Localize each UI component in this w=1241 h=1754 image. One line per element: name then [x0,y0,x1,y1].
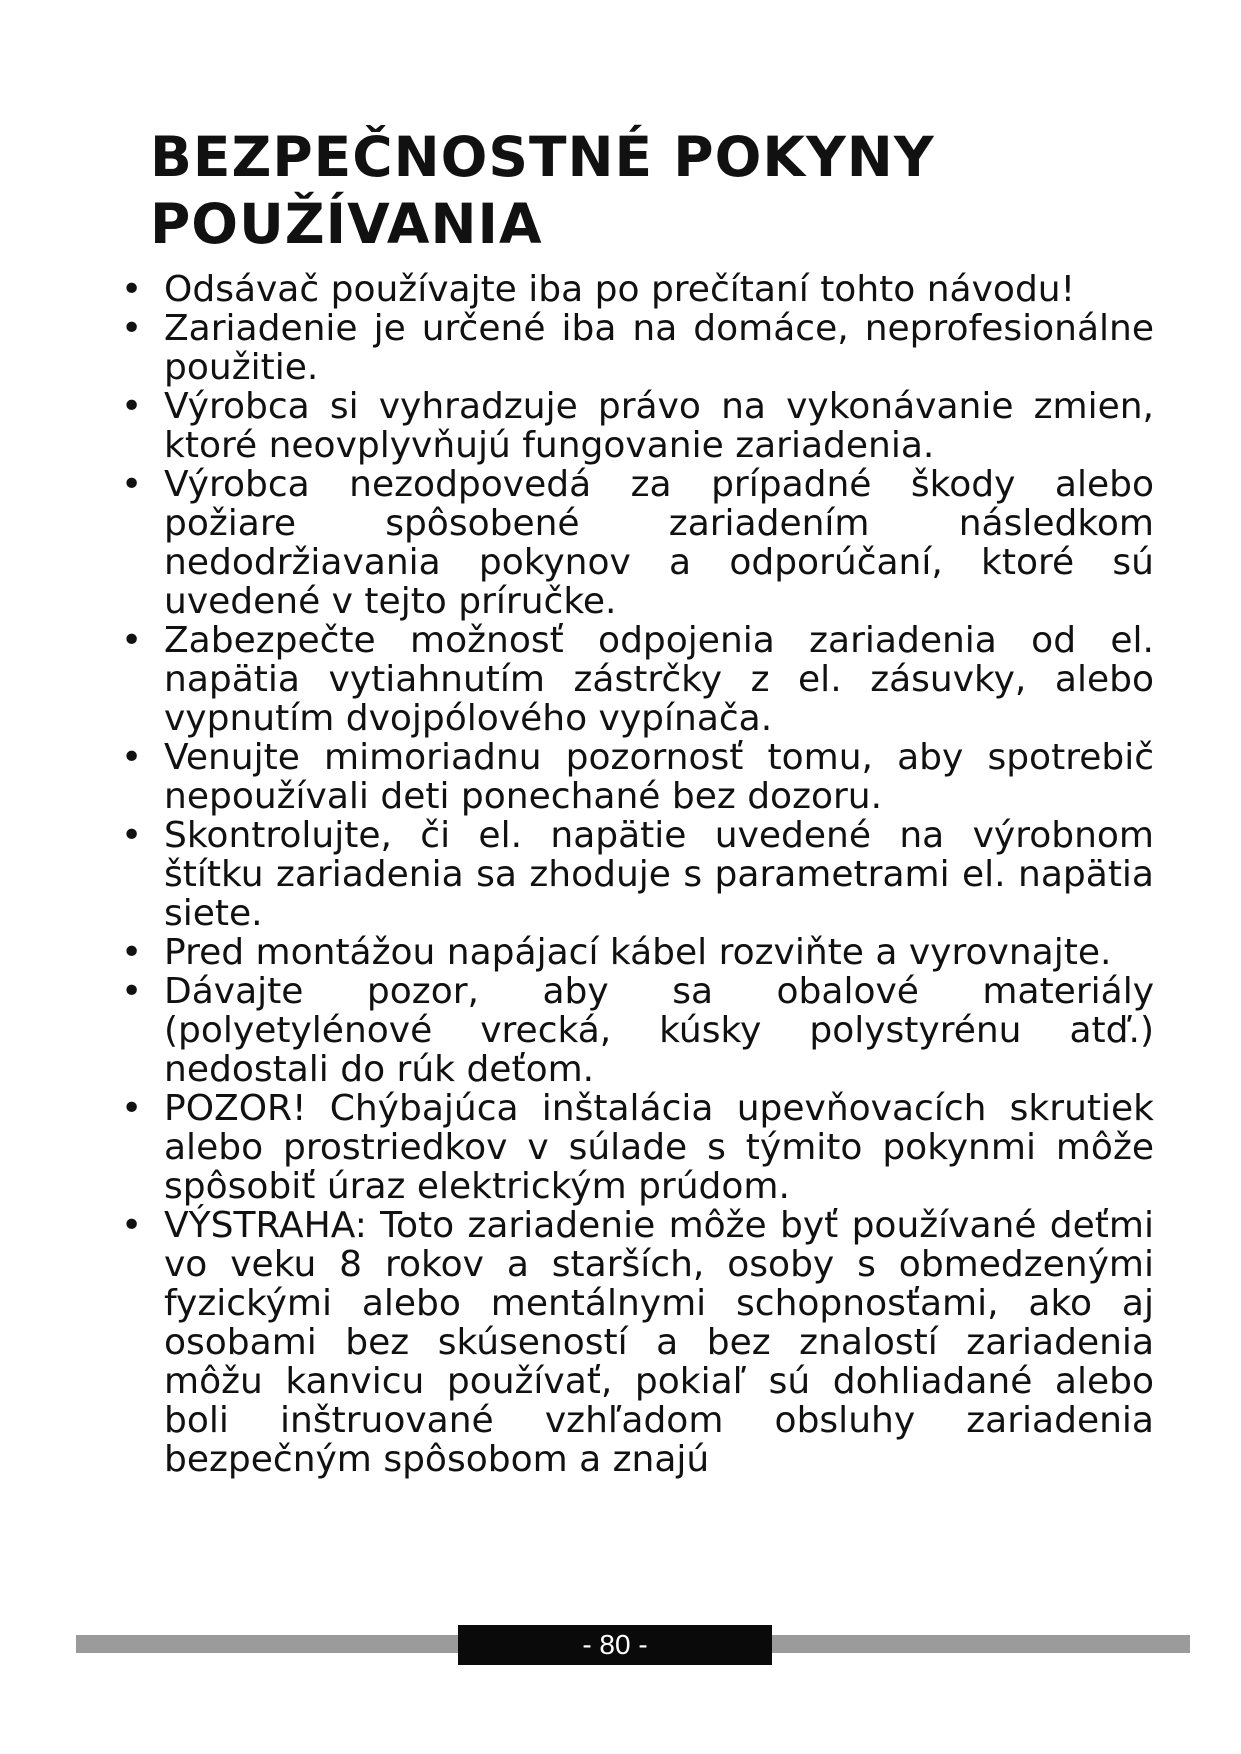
page-title-line-1: BEZPEČNOSTNÉ POKYNY [150,125,935,189]
bullet-icon: • [121,386,143,427]
list-item-text: Odsávač používajte iba po prečítaní tohto návodu! [164,269,1076,310]
list-item [116,1089,1154,1206]
bullet-icon: • [121,308,143,349]
page-title-line-2: POUŽÍVANIA [150,192,543,256]
bullet-icon: • [121,932,143,973]
list-item-text: VÝSTRAHA: Toto zariadenie môže byť používané deťmi vo veku 8 rokov a starších, osoby s obmedzenými fyzickými alebo mentálnymi schopnosťami, ako aj osobami bez skúseností a bez znalostí zariadenia môžu kanvicu používať, pokiaľ sú dohliadané alebo boli inštruované vzhľadom obsluhy zariadenia bezpečným spôsobom a znajú [164,1205,1154,1480]
bullet-icon: • [121,269,143,310]
list-item [116,621,1154,738]
list-item [116,1206,1154,1479]
list-item-text: POZOR! Chýbajúca inštalácia upevňovacích skrutiek alebo prostriedkov v súlade s týmito pokynmi môže spôsobiť úraz elektrickým prúdom. [164,1088,1154,1207]
list-item [116,387,1154,465]
list-item-text: Skontrolujte, či el. napätie uvedené na výrobnom štítku zariadenia sa zhoduje s parametrami el. napätia siete. [164,815,1154,934]
list-item [116,465,1154,621]
bullet-icon: • [121,737,143,778]
bullet-icon: • [121,815,143,856]
list-item-text: Dávajte pozor, aby sa obalové materiály (polyetylénové vrecká, kúsky polystyrénu atď.) nedostali do rúk deťom. [164,971,1154,1090]
list-item [116,738,1154,816]
bullet-icon: • [121,971,143,1012]
list-item-text: Výrobca nezodpovedá za prípadné škody alebo požiare spôsobené zariadením následkom nedodržiavania pokynov a odporúčaní, ktoré sú uvedené v tejto príručke. [164,464,1154,622]
safety-instructions-list [116,270,1154,1479]
list-item [116,972,1154,1089]
page-title [150,124,1150,258]
bullet-icon: • [121,620,143,661]
list-item-text: Venujte mimoriadnu pozornosť tomu, aby spotrebič nepoužívali deti ponechané bez dozoru. [164,737,1154,817]
bullet-icon: • [121,464,143,505]
bullet-icon: • [121,1205,143,1246]
list-item [116,933,1154,972]
list-item [116,309,1154,387]
list-item-text: Zabezpečte možnosť odpojenia zariadenia od el. napätia vytiahnutím zástrčky z el. zásuvky, alebo vypnutím dvojpólového vypínača. [164,620,1154,739]
list-item-text: Zariadenie je určené iba na domáce, neprofesionálne použitie. [164,308,1154,388]
list-item-text: Výrobca si vyhradzuje právo na vykonávanie zmien, ktoré neovplyvňujú fungovanie zariadenia. [164,386,1154,466]
bullet-icon: • [121,1088,143,1129]
list-item [116,270,1154,309]
list-item [116,816,1154,933]
page-number: - 80 - [458,1625,772,1665]
list-item-text: Pred montážou napájací kábel rozviňte a vyrovnajte. [164,932,1112,973]
